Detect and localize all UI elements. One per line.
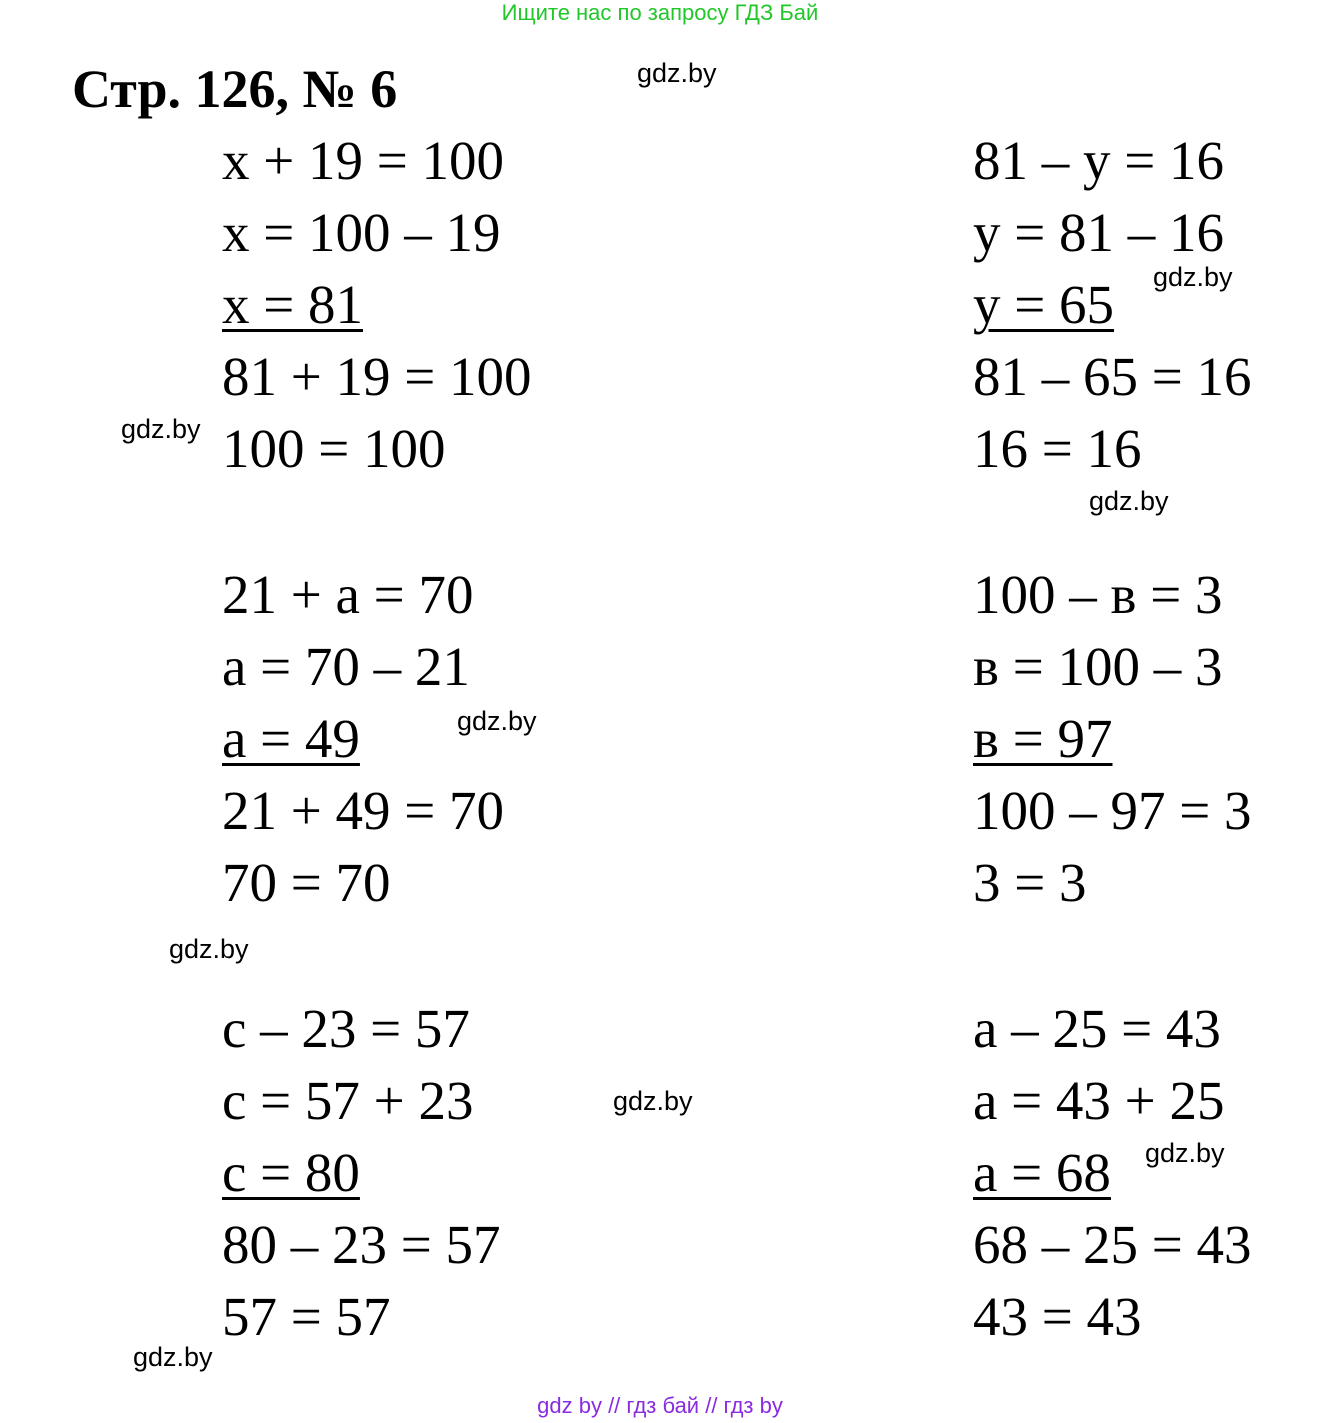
equation-line: c – 23 = 57: [222, 998, 470, 1059]
check-result-line: 100 = 100: [222, 418, 446, 479]
watermark: gdz.by: [1089, 486, 1169, 516]
watermark: gdz.by: [169, 934, 249, 964]
check-line: 80 – 23 = 57: [222, 1214, 501, 1275]
check-result-line: 3 = 3: [973, 852, 1087, 913]
check-result-line: 70 = 70: [222, 852, 391, 913]
top-banner-link[interactable]: Ищите нас по запросу ГДЗ Бай: [501, 0, 819, 25]
watermark: gdz.by: [1153, 262, 1233, 292]
equation-line: y = 81 – 16: [973, 202, 1225, 263]
equation-line: в = 100 – 3: [973, 636, 1223, 697]
check-line: 21 + 49 = 70: [222, 780, 505, 841]
watermark: gdz.by: [1145, 1138, 1225, 1168]
answer-line: x = 81: [222, 274, 364, 335]
watermark: gdz.by: [637, 58, 717, 88]
check-result-line: 43 = 43: [973, 1286, 1142, 1347]
answer-line: a = 49: [222, 708, 360, 769]
equation-line: c = 57 + 23: [222, 1070, 474, 1131]
footer-links[interactable]: gdz by // гдз бай // гдз by: [537, 1393, 783, 1418]
watermark: gdz.by: [457, 706, 537, 736]
equation-line: a = 70 – 21: [222, 636, 470, 697]
check-line: 68 – 25 = 43: [973, 1214, 1252, 1275]
equation-line: x = 100 – 19: [222, 202, 501, 263]
equation-line: a – 25 = 43: [973, 998, 1221, 1059]
answer-line: a = 68: [973, 1142, 1111, 1203]
page-heading: Стр. 126, № 6: [72, 59, 398, 119]
check-result-line: 16 = 16: [973, 418, 1142, 479]
answer-line: c = 80: [222, 1142, 360, 1203]
watermark: gdz.by: [121, 414, 201, 444]
answer-line: в = 97: [973, 708, 1113, 769]
check-result-line: 57 = 57: [222, 1286, 391, 1347]
equation-line: 81 – y = 16: [973, 130, 1225, 191]
equation-line: 100 – в = 3: [973, 564, 1223, 625]
check-line: 100 – 97 = 3: [973, 780, 1252, 841]
check-line: 81 + 19 = 100: [222, 346, 532, 407]
watermark: gdz.by: [133, 1342, 213, 1372]
equation-line: 21 + a = 70: [222, 564, 474, 625]
equation-line: a = 43 + 25: [973, 1070, 1225, 1131]
equation-line: x + 19 = 100: [222, 130, 505, 191]
answer-line: y = 65: [973, 274, 1115, 335]
watermark: gdz.by: [613, 1086, 693, 1116]
check-line: 81 – 65 = 16: [973, 346, 1252, 407]
